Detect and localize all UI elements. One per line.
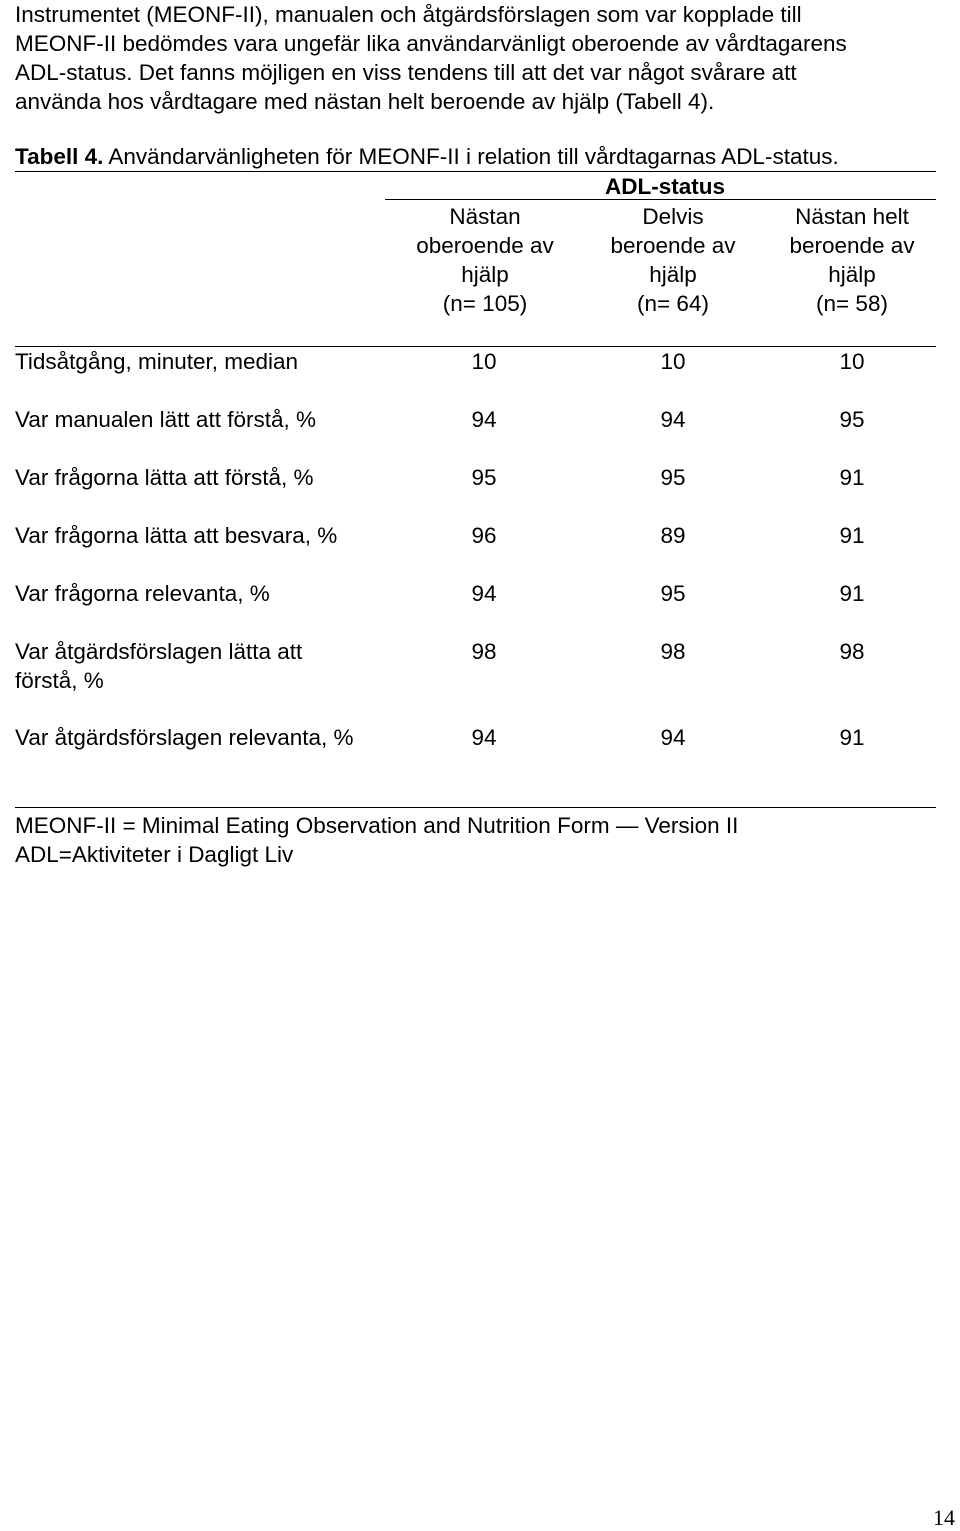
intro-line: MEONF-II bedömdes vara ungefär lika användarvänligt oberoende av vårdtagarens [15, 31, 847, 56]
column-header-line: hjälp [461, 262, 509, 287]
table-cell: 98 [471, 639, 497, 664]
page-number: 14 [933, 1505, 955, 1530]
table-cell: 95 [471, 465, 497, 490]
table-cell: 91 [839, 523, 865, 548]
column-header-1 [397, 202, 573, 318]
table-cell: 91 [839, 581, 865, 606]
footnote-line: MEONF-II = Minimal Eating Observation and Nutrition Form — Version II [15, 813, 739, 838]
intro-line: Instrumentet (MEONF-II), manualen och åtgärdsförslagen som var kopplade till [15, 2, 802, 27]
table-cell: 94 [471, 581, 497, 606]
column-header-line: (n= 64) [637, 291, 709, 316]
intro-line: ADL-status. Det fanns möjligen en viss tendens till att det var något svårare att [15, 60, 797, 85]
table-row-label: Var frågorna relevanta, % [15, 581, 270, 606]
table-row-label: Var manualen lätt att förstå, % [15, 407, 316, 432]
table-row-label: Tidsåtgång, minuter, median [15, 349, 299, 374]
table-cell: 94 [471, 407, 497, 432]
column-header-line: beroende av [610, 233, 736, 258]
table-cell: 10 [471, 349, 497, 374]
column-header-line: Nästan helt [795, 204, 909, 229]
table-cell: 94 [660, 407, 686, 432]
table-bottom-rule [15, 807, 936, 808]
table-caption-label: Tabell 4. [15, 144, 104, 169]
table-group-header: ADL-status [604, 174, 725, 199]
table-footnotes [15, 811, 738, 869]
column-header-2 [585, 202, 761, 318]
table-cell: 10 [660, 349, 686, 374]
table-cell: 94 [660, 725, 686, 750]
column-header-3 [764, 202, 940, 318]
intro-line: använda hos vårdtagare med nästan helt beroende av hjälp (Tabell 4). [15, 89, 715, 114]
table-cell: 95 [839, 407, 865, 432]
table-cell: 94 [471, 725, 497, 750]
column-header-line: hjälp [649, 262, 697, 287]
table-row-label: Var frågorna lätta att förstå, % [15, 465, 314, 490]
group-header-rule [385, 199, 936, 200]
table-cell: 98 [660, 639, 686, 664]
table-cell: 95 [660, 465, 686, 490]
table-row-label: Var åtgärdsförslagen lätta att förstå, % [15, 639, 303, 693]
table-top-rule [15, 171, 936, 172]
intro-paragraph [15, 0, 945, 116]
table-cell: 89 [660, 523, 686, 548]
column-header-line: (n= 58) [816, 291, 888, 316]
footnote-line: ADL=Aktiviteter i Dagligt Liv [15, 842, 294, 867]
column-header-line: oberoende av [416, 233, 554, 258]
table-cell: 10 [839, 349, 865, 374]
table-caption-text: Användarvänligheten för MEONF-II i relation till vårdtagarnas ADL-status. [103, 144, 839, 169]
column-header-line: Delvis [642, 204, 704, 229]
table-cell: 91 [839, 725, 865, 750]
table-row-label: Var åtgärdsförslagen relevanta, % [15, 725, 354, 750]
table-row-label: Var frågorna lätta att besvara, % [15, 523, 338, 548]
table-cell: 98 [839, 639, 865, 664]
column-header-line: beroende av [789, 233, 915, 258]
column-header-line: (n= 105) [442, 291, 528, 316]
column-header-line: Nästan [449, 204, 521, 229]
column-header-line: hjälp [828, 262, 876, 287]
table-cell: 91 [839, 465, 865, 490]
table-caption [15, 142, 839, 171]
table-cell: 96 [471, 523, 497, 548]
table-cell: 95 [660, 581, 686, 606]
